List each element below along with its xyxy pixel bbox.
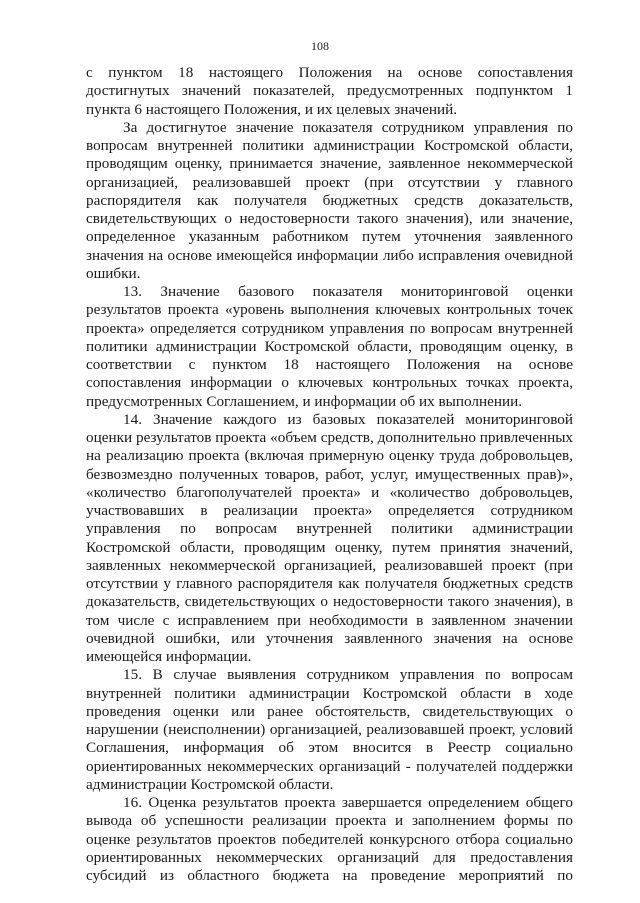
- paragraph-item-13: 13. Значение базового показателя мониторинговой оценки результатов проекта «уровень выполнения ключевых контрольных точек проекта» определяется сотрудником управления по вопросам внутренней политики администрации Костромской области, проводящим оценку, в соответствии с пунктом 18 настоящего Положения на основе сопоставления информации о ключевых контрольных точках проекта, предусмотренных Соглашением, и информации об их выполнении.: [86, 283, 573, 410]
- paragraph-item-15: 15. В случае выявления сотрудником управления по вопросам внутренней политики администрации Костромской области в ходе проведения оценки или ранее обстоятельств, свидетельствующих о нарушении (неисполнении) организацией, реализовавшей проект, условий Соглашения, информация об этом вносится в Реестр социально ориентированных некоммерческих организаций - получателей поддержки администрации Костромской области.: [86, 666, 573, 793]
- document-body: [86, 64, 573, 885]
- paragraph-continuation: с пунктом 18 настоящего Положения на основе сопоставления достигнутых значений показателей, предусмотренных подпунктом 1 пункта 6 настоящего Положения, и их целевых значений.: [86, 64, 573, 118]
- paragraph-item-14: 14. Значение каждого из базовых показателей мониторинговой оценки результатов проекта «объем средств, дополнительно привлеченных на реализацию проекта (включая примерную оценку труда добровольцев, безвозмездно полученных товаров, работ, услуг, имущественных прав)», «количество благополучателей проекта» и «количество добровольцев, участвовавших в реализации проекта» определяется сотрудником управления по вопросам внутренней политики администрации Костромской области, проводящим оценку, путем принятия значений, заявленных некоммерческой организацией, реализовавшей проект (при отсутствии у главного распорядителя как получателя бюджетных средств доказательств, свидетельствующих о недостоверности такого значения), в том числе с исправлением при необходимости в заявленном значении очевидной ошибки, или уточнения заявленного значения на основе имеющейся информации.: [86, 410, 573, 665]
- paragraph-item-16: 16. Оценка результатов проекта завершается определением общего вывода об успешности реализации проекта и заполнением формы по оценке результатов проектов победителей конкурсного отбора социально ориентированных некоммерческих организаций для предоставления субсидий из областного бюджета на проведение мероприятий по: [86, 794, 573, 884]
- page-number: 108: [311, 39, 329, 53]
- paragraph-achieved-value: За достигнутое значение показателя сотрудником управления по вопросам внутренней политики администрации Костромской области, проводящим оценку, принимается значение, заявленное некоммерческой организацией, реализовавшей проект (при отсутствии у главного распорядителя как получателя бюджетных средств доказательств, свидетельствующих о недостоверности такого значения), или значение, определенное указанным работником путем уточнения заявленного значения на основе имеющейся информации либо исправления очевидной ошибки.: [86, 118, 573, 282]
